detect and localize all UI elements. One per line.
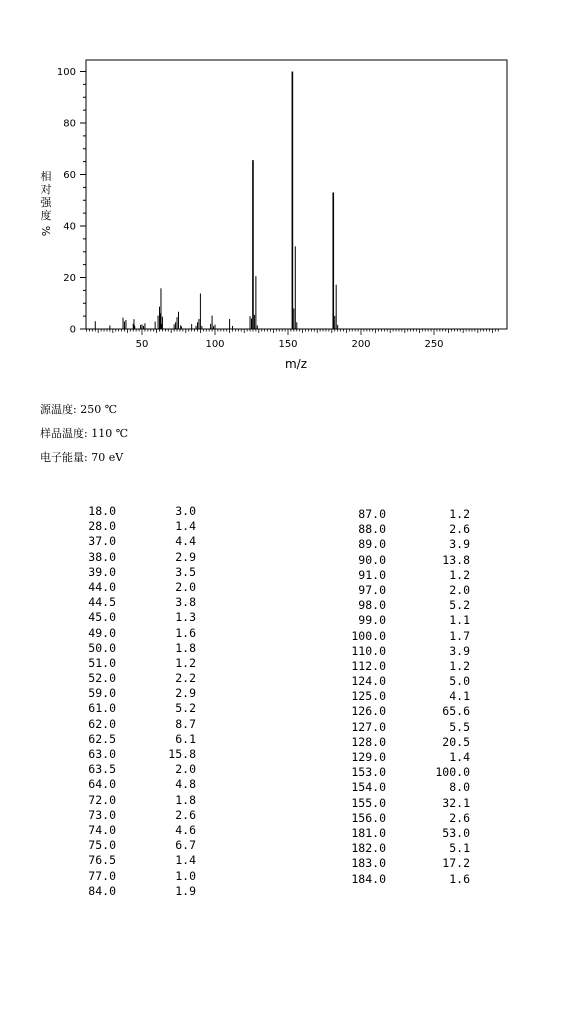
mass-spectrum-chart [0, 0, 570, 380]
table-row [330, 796, 470, 811]
mz-value: 91.0 [358, 567, 386, 582]
intensity-value: 4.1 [449, 689, 470, 704]
mz-value: 59.0 [88, 686, 116, 701]
mz-value: 110.0 [351, 643, 386, 658]
x-tick-label: 50 [135, 339, 149, 350]
mz-value: 126.0 [351, 704, 386, 719]
y-tick-label: 100 [56, 67, 76, 78]
mz-value: 45.0 [88, 610, 116, 625]
peak-series [95, 72, 337, 330]
table-row [60, 793, 200, 808]
mz-value: 129.0 [351, 750, 386, 764]
intensity-value: 1.6 [175, 625, 196, 640]
intensity-value: 1.6 [449, 871, 470, 886]
plot-frame [86, 60, 507, 329]
mz-value: 89.0 [358, 537, 386, 552]
acquisition-conditions [40, 398, 128, 470]
intensity-value: 32.1 [442, 795, 470, 810]
intensity-value: 53.0 [442, 825, 470, 840]
table-row [330, 811, 470, 826]
y-label-char: 对 [40, 183, 52, 196]
intensity-value: 2.9 [175, 549, 196, 564]
intensity-value: 3.9 [449, 537, 470, 552]
table-row [330, 644, 470, 659]
intensity-value: 4.6 [175, 822, 196, 837]
intensity-value: 1.2 [449, 507, 470, 521]
intensity-value: 5.1 [449, 841, 470, 856]
table-row [60, 701, 200, 716]
intensity-value: 4.8 [175, 777, 196, 792]
intensity-value: 1.9 [175, 883, 196, 898]
intensity-value: 1.1 [449, 613, 470, 628]
table-row [60, 595, 200, 610]
intensity-value: 13.8 [442, 552, 470, 567]
table-row [60, 823, 200, 838]
intensity-value: 1.2 [449, 567, 470, 582]
mz-value: 63.0 [88, 747, 116, 761]
electron-energy: 电子能量: 70 eV [40, 451, 124, 464]
mz-value: 44.0 [88, 579, 116, 594]
mz-value: 61.0 [88, 701, 116, 716]
intensity-value: 65.6 [442, 704, 470, 719]
intensity-value: 4.4 [175, 534, 196, 549]
mz-value: 99.0 [358, 613, 386, 628]
mz-value: 76.5 [88, 853, 116, 868]
intensity-value: 15.8 [168, 747, 196, 761]
y-tick-label: 0 [69, 324, 76, 336]
x-axis-label: m/z [284, 357, 308, 371]
table-row [60, 717, 200, 732]
mz-value: 28.0 [88, 519, 116, 534]
table-row [60, 671, 200, 686]
table-row [330, 613, 470, 628]
y-tick-label: 40 [63, 221, 76, 233]
intensity-value: 1.8 [175, 792, 196, 807]
peak-table-right [330, 507, 470, 887]
table-row [330, 674, 470, 689]
y-label-char: 度 [40, 209, 52, 222]
intensity-value: 3.9 [449, 643, 470, 658]
intensity-value: 1.4 [449, 750, 470, 764]
table-row [330, 507, 470, 522]
table-row [330, 856, 470, 871]
table-row [60, 853, 200, 868]
intensity-value: 5.2 [175, 701, 196, 716]
table-row [60, 504, 200, 519]
intensity-value: 2.0 [175, 579, 196, 594]
intensity-value: 6.1 [175, 731, 196, 746]
intensity-value: 100.0 [435, 765, 470, 780]
source-temperature: 源温度: 250 ℃ [40, 403, 117, 416]
intensity-value: 20.5 [442, 734, 470, 749]
table-row [330, 598, 470, 613]
intensity-value: 3.0 [175, 504, 196, 518]
intensity-value: 6.7 [175, 838, 196, 853]
table-row [60, 641, 200, 656]
mz-value: 37.0 [88, 534, 116, 549]
table-row [330, 553, 470, 568]
mz-value: 184.0 [351, 871, 386, 886]
mz-value: 63.5 [88, 762, 116, 777]
mz-value: 74.0 [88, 822, 116, 837]
table-row [60, 610, 200, 625]
mz-value: 100.0 [351, 628, 386, 643]
mz-value: 75.0 [88, 838, 116, 853]
sample-temperature: 样品温度: 110 ℃ [40, 427, 128, 440]
intensity-value: 2.9 [175, 686, 196, 701]
mz-value: 38.0 [88, 549, 116, 564]
intensity-value: 1.2 [175, 655, 196, 670]
y-label-char: 强 [40, 196, 52, 209]
table-row [330, 872, 470, 887]
table-row [60, 732, 200, 747]
x-tick-label: 150 [278, 339, 298, 350]
intensity-value: 17.2 [442, 856, 470, 871]
y-axis-label [40, 169, 53, 236]
x-axis-minor-ticks [87, 329, 499, 333]
mz-value: 124.0 [351, 674, 386, 689]
mz-value: 155.0 [351, 795, 386, 810]
table-row [330, 720, 470, 735]
table-row [60, 626, 200, 641]
mz-value: 73.0 [88, 807, 116, 822]
table-row [60, 656, 200, 671]
table-row [330, 522, 470, 537]
y-tick-label: 60 [63, 170, 76, 181]
x-tick-label: 200 [351, 339, 371, 350]
intensity-value: 2.0 [175, 762, 196, 777]
table-row [330, 780, 470, 795]
mz-value: 49.0 [88, 625, 116, 640]
intensity-value: 8.7 [175, 716, 196, 731]
intensity-value: 5.2 [449, 598, 470, 613]
intensity-value: 1.8 [175, 640, 196, 655]
mz-value: 64.0 [88, 777, 116, 792]
intensity-value: 1.4 [175, 853, 196, 868]
table-row [330, 826, 470, 841]
mz-value: 153.0 [351, 765, 386, 780]
intensity-value: 5.5 [449, 719, 470, 734]
table-row [330, 704, 470, 719]
mz-value: 84.0 [88, 883, 116, 898]
intensity-value: 2.6 [175, 807, 196, 822]
mz-value: 39.0 [88, 564, 116, 579]
table-row [60, 686, 200, 701]
table-row [60, 869, 200, 884]
y-label-char: 相 [40, 170, 52, 183]
intensity-value: 2.6 [449, 810, 470, 825]
y-label-unit: % [40, 225, 53, 237]
mz-value: 77.0 [88, 868, 116, 883]
table-row [60, 808, 200, 823]
mz-value: 62.5 [88, 731, 116, 746]
table-row [60, 762, 200, 777]
y-axis [57, 67, 86, 336]
table-row [60, 884, 200, 899]
table-row [330, 841, 470, 856]
intensity-value: 8.0 [449, 780, 470, 795]
table-row [330, 537, 470, 552]
table-row [60, 550, 200, 565]
mz-value: 125.0 [351, 689, 386, 704]
table-row [60, 838, 200, 853]
table-row [60, 747, 200, 762]
mz-value: 154.0 [351, 780, 386, 795]
table-row [60, 565, 200, 580]
intensity-value: 1.2 [449, 658, 470, 673]
mz-value: 87.0 [358, 507, 386, 521]
table-row [60, 777, 200, 792]
mz-value: 72.0 [88, 792, 116, 807]
x-tick-label: 250 [424, 339, 444, 350]
intensity-value: 1.7 [449, 628, 470, 643]
table-row [60, 534, 200, 549]
mz-value: 88.0 [358, 522, 386, 537]
table-row [330, 568, 470, 583]
peak-table-left [60, 504, 200, 899]
x-tick-label: 100 [205, 339, 225, 350]
x-axis [136, 329, 444, 350]
mz-value: 44.5 [88, 595, 116, 610]
mz-value: 62.0 [88, 716, 116, 731]
mz-value: 52.0 [88, 671, 116, 686]
intensity-value: 2.2 [175, 671, 196, 686]
table-row [330, 750, 470, 765]
mz-value: 128.0 [351, 734, 386, 749]
table-row [330, 629, 470, 644]
intensity-value: 1.3 [175, 610, 196, 625]
table-row [60, 580, 200, 595]
mz-value: 112.0 [351, 658, 386, 673]
table-row [330, 689, 470, 704]
mz-value: 90.0 [358, 552, 386, 567]
mz-value: 97.0 [358, 582, 386, 597]
intensity-value: 3.8 [175, 595, 196, 610]
table-row [330, 659, 470, 674]
intensity-value: 2.0 [449, 582, 470, 597]
intensity-value: 1.4 [175, 519, 196, 534]
table-row [60, 519, 200, 534]
intensity-value: 5.0 [449, 674, 470, 689]
table-row [330, 583, 470, 598]
mz-value: 50.0 [88, 640, 116, 655]
intensity-value: 1.0 [175, 868, 196, 883]
table-row [330, 765, 470, 780]
table-row [330, 735, 470, 750]
mz-value: 183.0 [351, 856, 386, 871]
mz-value: 98.0 [358, 598, 386, 613]
y-tick-label: 20 [63, 273, 76, 284]
mz-value: 156.0 [351, 810, 386, 825]
intensity-value: 2.6 [449, 522, 470, 537]
intensity-value: 3.5 [175, 564, 196, 579]
mz-value: 181.0 [351, 825, 386, 840]
mz-value: 18.0 [88, 504, 116, 518]
mz-value: 182.0 [351, 841, 386, 856]
mz-value: 127.0 [351, 719, 386, 734]
mz-value: 51.0 [88, 655, 116, 670]
y-tick-label: 80 [63, 118, 76, 130]
